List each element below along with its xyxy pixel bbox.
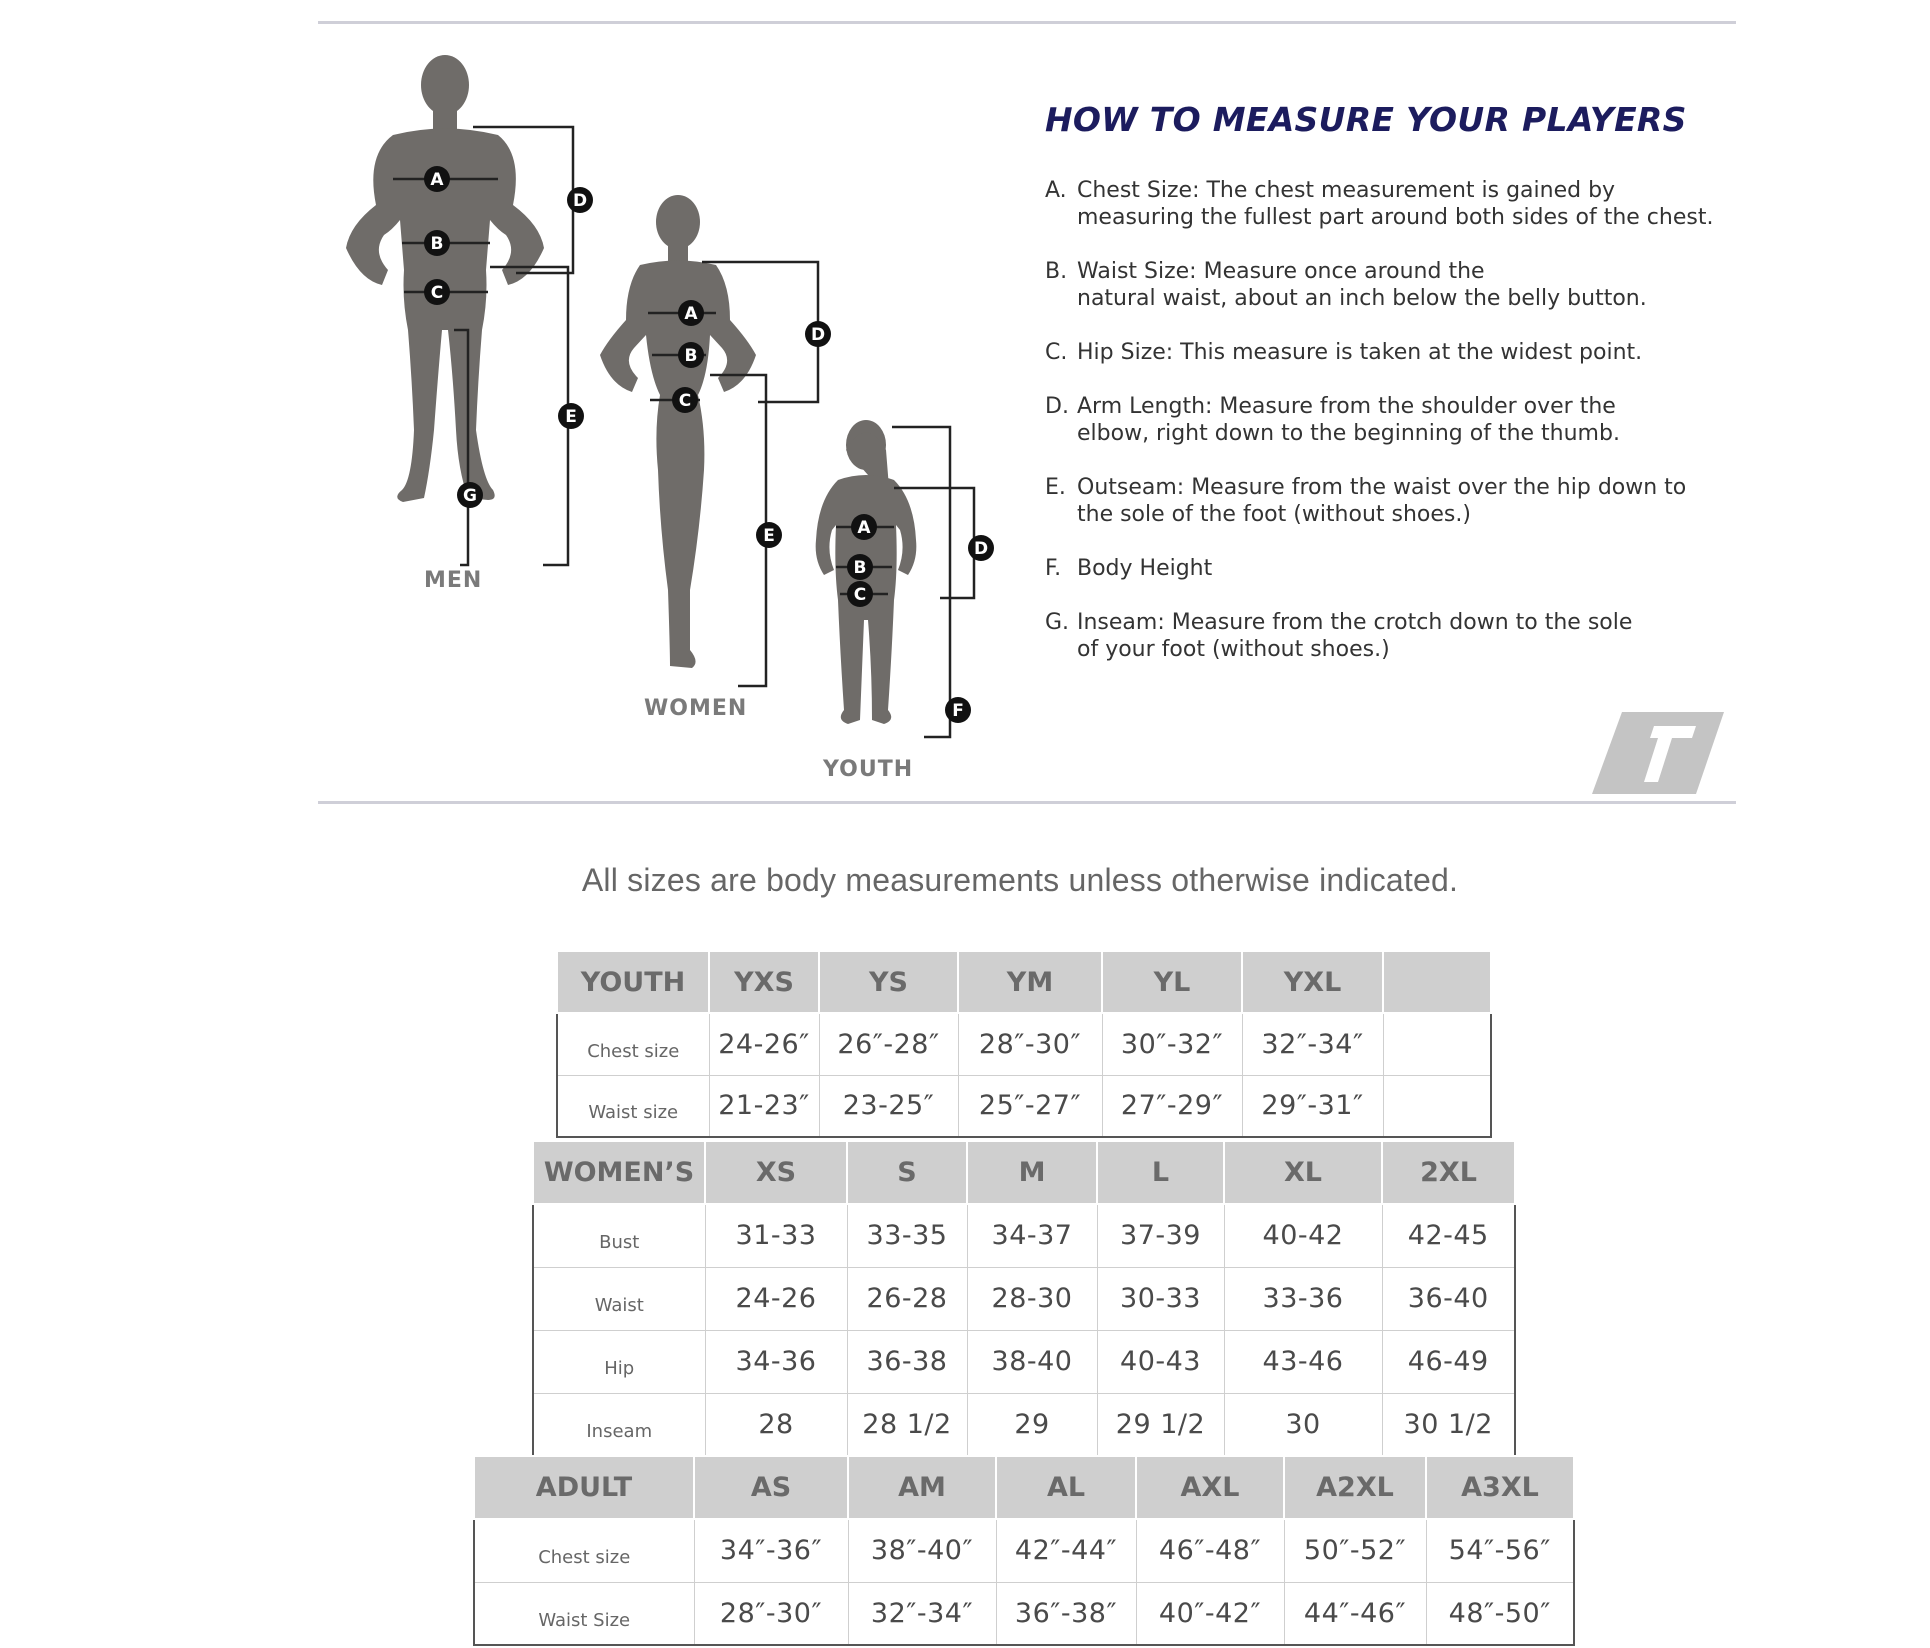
table-cell: 30 bbox=[1224, 1393, 1382, 1456]
header-cell: YS bbox=[819, 951, 958, 1013]
svg-text:D: D bbox=[810, 325, 826, 345]
header-cell bbox=[1383, 951, 1491, 1013]
table-header-row bbox=[474, 1456, 1574, 1519]
header-cell: S bbox=[847, 1141, 967, 1204]
table-cell: 37-39 bbox=[1097, 1204, 1224, 1267]
table-cell: 30 1/2 bbox=[1382, 1393, 1515, 1456]
step-f: F. Body Height bbox=[1045, 556, 1213, 581]
marker-youth-c bbox=[847, 581, 873, 607]
step-g: G. Inseam: Measure from the crotch down to the sole of your foot (without shoes.) bbox=[1045, 610, 1633, 662]
table-cell: 34-37 bbox=[967, 1204, 1097, 1267]
svg-text:B: B bbox=[853, 558, 867, 578]
header-cell: YL bbox=[1102, 951, 1242, 1013]
header-cell: ADULT bbox=[474, 1456, 694, 1519]
table-cell: 40-42 bbox=[1224, 1204, 1382, 1267]
row-label: Bust bbox=[533, 1204, 705, 1267]
row-label: Inseam bbox=[533, 1393, 705, 1456]
step-c: C. Hip Size: This measure is taken at the widest point. bbox=[1045, 340, 1643, 365]
table-cell: 36-38 bbox=[847, 1330, 967, 1393]
row-label: Chest size bbox=[557, 1013, 709, 1075]
header-cell: AS bbox=[694, 1456, 848, 1519]
table-header-row bbox=[557, 951, 1491, 1013]
header-cell: AM bbox=[848, 1456, 996, 1519]
header-cell: M bbox=[967, 1141, 1097, 1204]
header-cell: A3XL bbox=[1426, 1456, 1574, 1519]
marker-women-c bbox=[672, 387, 698, 413]
table-cell: 23-25″ bbox=[819, 1075, 958, 1137]
table-cell: 25″-27″ bbox=[958, 1075, 1102, 1137]
table-cell: 28-30 bbox=[967, 1267, 1097, 1330]
marker-men-b bbox=[424, 230, 450, 256]
header-cell: AXL bbox=[1136, 1456, 1284, 1519]
table-cell: 34-36 bbox=[705, 1330, 847, 1393]
measurement-figure bbox=[318, 30, 1018, 800]
svg-text:C: C bbox=[430, 283, 444, 303]
table-row bbox=[533, 1330, 1515, 1393]
table-cell: 40-43 bbox=[1097, 1330, 1224, 1393]
row-label: Waist size bbox=[557, 1075, 709, 1137]
header-cell: YXL bbox=[1242, 951, 1383, 1013]
table-row bbox=[533, 1204, 1515, 1267]
marker-youth-b bbox=[847, 554, 873, 580]
table-cell: 38-40 bbox=[967, 1330, 1097, 1393]
table-cell: 48″-50″ bbox=[1426, 1582, 1574, 1645]
label-women: WOMEN bbox=[644, 696, 748, 721]
svg-text:B: B bbox=[684, 346, 698, 366]
svg-text:B: B bbox=[430, 234, 444, 254]
measurement-note: All sizes are body measurements unless otherwise indicated. bbox=[581, 862, 1459, 898]
table-row bbox=[474, 1519, 1574, 1582]
row-label: Waist bbox=[533, 1267, 705, 1330]
row-label: Chest size bbox=[474, 1519, 694, 1582]
brand-logo-icon bbox=[1592, 712, 1724, 798]
marker-men-e bbox=[558, 403, 584, 429]
table-cell: 32″-34″ bbox=[1242, 1013, 1383, 1075]
table-cell: 30″-32″ bbox=[1102, 1013, 1242, 1075]
svg-text:A: A bbox=[430, 170, 444, 190]
row-label: Waist Size bbox=[474, 1582, 694, 1645]
header-cell: A2XL bbox=[1284, 1456, 1426, 1519]
label-men: MEN bbox=[424, 568, 483, 593]
label-youth: YOUTH bbox=[823, 757, 914, 782]
svg-text:F: F bbox=[952, 701, 964, 721]
table-cell bbox=[1383, 1013, 1491, 1075]
header-cell: XL bbox=[1224, 1141, 1382, 1204]
table-cell: 50″-52″ bbox=[1284, 1519, 1426, 1582]
how-to-measure-panel bbox=[1045, 100, 1745, 690]
table-cell: 21-23″ bbox=[709, 1075, 819, 1137]
table-cell: 32″-34″ bbox=[848, 1582, 996, 1645]
marker-women-b bbox=[678, 342, 704, 368]
table-cell bbox=[1383, 1075, 1491, 1137]
table-cell: 24-26″ bbox=[709, 1013, 819, 1075]
marker-women-e bbox=[756, 522, 782, 548]
table-cell: 46-49 bbox=[1382, 1330, 1515, 1393]
step-a: A. Chest Size: The chest measurement is gained by measuring the fullest part around both sides of the chest. bbox=[1045, 178, 1714, 230]
table-row bbox=[557, 1013, 1491, 1075]
svg-text:D: D bbox=[973, 539, 989, 559]
table-row bbox=[533, 1267, 1515, 1330]
top-divider bbox=[318, 21, 1736, 24]
table-cell: 42-45 bbox=[1382, 1204, 1515, 1267]
table-cell: 33-36 bbox=[1224, 1267, 1382, 1330]
table-cell: 46″-48″ bbox=[1136, 1519, 1284, 1582]
svg-text:E: E bbox=[763, 526, 775, 546]
table-cell: 24-26 bbox=[705, 1267, 847, 1330]
table-cell: 38″-40″ bbox=[848, 1519, 996, 1582]
howto-title: HOW TO MEASURE YOUR PLAYERS bbox=[1045, 100, 1687, 139]
table-cell: 36″-38″ bbox=[996, 1582, 1136, 1645]
header-cell: YXS bbox=[709, 951, 819, 1013]
svg-text:G: G bbox=[463, 486, 477, 506]
svg-text:C: C bbox=[678, 391, 692, 411]
table-cell: 28 bbox=[705, 1393, 847, 1456]
table-cell: 36-40 bbox=[1382, 1267, 1515, 1330]
table-row bbox=[533, 1393, 1515, 1456]
marker-women-a bbox=[678, 300, 704, 326]
marker-youth-f bbox=[945, 697, 971, 723]
table-cell: 43-46 bbox=[1224, 1330, 1382, 1393]
step-e: E. Outseam: Measure from the waist over the hip down to the sole of the foot (without shoes.) bbox=[1045, 475, 1687, 527]
header-cell: YM bbox=[958, 951, 1102, 1013]
marker-men-d bbox=[567, 187, 593, 213]
svg-text:C: C bbox=[853, 585, 867, 605]
header-cell: WOMEN’S bbox=[533, 1141, 705, 1204]
body-silhouettes-illustration bbox=[318, 30, 1018, 800]
table-cell: 26-28 bbox=[847, 1267, 967, 1330]
header-cell: L bbox=[1097, 1141, 1224, 1204]
table-cell: 40″-42″ bbox=[1136, 1582, 1284, 1645]
table-cell: 42″-44″ bbox=[996, 1519, 1136, 1582]
table-cell: 33-35 bbox=[847, 1204, 967, 1267]
marker-men-a bbox=[424, 166, 450, 192]
header-cell: XS bbox=[705, 1141, 847, 1204]
marker-men-g bbox=[457, 482, 483, 508]
table-cell: 54″-56″ bbox=[1426, 1519, 1574, 1582]
bottom-divider bbox=[318, 801, 1736, 804]
row-label: Hip bbox=[533, 1330, 705, 1393]
svg-text:A: A bbox=[857, 518, 871, 538]
svg-text:D: D bbox=[572, 191, 588, 211]
table-cell: 28 1/2 bbox=[847, 1393, 967, 1456]
marker-women-d bbox=[805, 321, 831, 347]
table-cell: 29 1/2 bbox=[1097, 1393, 1224, 1456]
table-row bbox=[557, 1075, 1491, 1137]
svg-text:E: E bbox=[565, 407, 577, 427]
youth-size-table bbox=[556, 950, 1492, 1138]
table-cell: 27″-29″ bbox=[1102, 1075, 1242, 1137]
table-header-row bbox=[533, 1141, 1515, 1204]
table-cell: 30-33 bbox=[1097, 1267, 1224, 1330]
svg-text:A: A bbox=[684, 304, 698, 324]
table-cell: 34″-36″ bbox=[694, 1519, 848, 1582]
womens-size-table bbox=[532, 1140, 1516, 1457]
table-cell: 28″-30″ bbox=[694, 1582, 848, 1645]
table-cell: 28″-30″ bbox=[958, 1013, 1102, 1075]
table-cell: 26″-28″ bbox=[819, 1013, 958, 1075]
table-cell: 31-33 bbox=[705, 1204, 847, 1267]
marker-youth-d bbox=[968, 535, 994, 561]
header-cell: AL bbox=[996, 1456, 1136, 1519]
marker-men-c bbox=[424, 279, 450, 305]
adult-size-table bbox=[473, 1455, 1575, 1646]
header-cell: YOUTH bbox=[557, 951, 709, 1013]
header-cell: 2XL bbox=[1382, 1141, 1515, 1204]
table-cell: 29 bbox=[967, 1393, 1097, 1456]
table-row bbox=[474, 1582, 1574, 1645]
table-cell: 29″-31″ bbox=[1242, 1075, 1383, 1137]
step-d: D. Arm Length: Measure from the shoulder over the elbow, right down to the beginning of the thumb. bbox=[1045, 394, 1620, 446]
marker-youth-a bbox=[851, 514, 877, 540]
step-b: B. Waist Size: Measure once around the natural waist, about an inch below the belly button. bbox=[1045, 259, 1647, 311]
table-cell: 44″-46″ bbox=[1284, 1582, 1426, 1645]
